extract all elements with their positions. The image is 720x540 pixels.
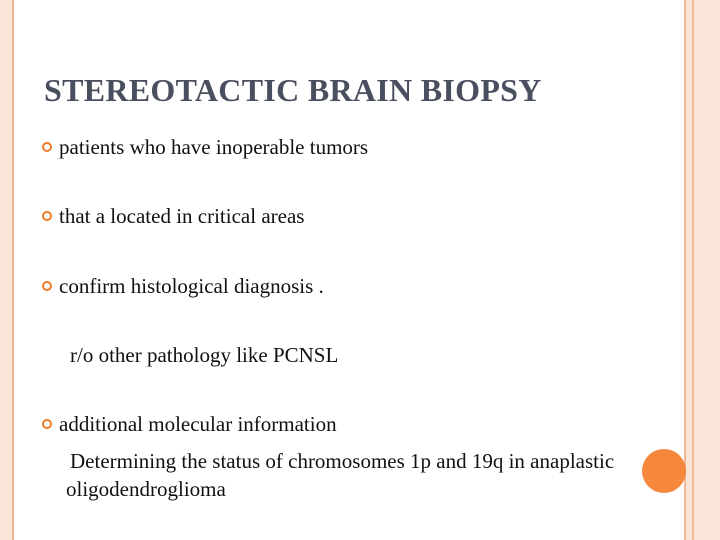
bullet-circle-icon (42, 142, 52, 152)
sub-note: r/o other pathology like PCNSL (70, 343, 339, 367)
bullet-circle-icon (42, 419, 52, 429)
bullet-item (42, 410, 337, 438)
bullet-text: patients who have inoperable tumors (59, 135, 369, 159)
left-decorative-band (0, 0, 12, 540)
bullet-circle-icon (42, 281, 52, 291)
bullet-text: confirm histological diagnosis . (59, 274, 324, 298)
bullet-item (42, 272, 324, 300)
bullet-text: additional molecular information (59, 412, 337, 436)
left-decorative-line (12, 0, 14, 540)
bullet-circle-icon (42, 211, 52, 221)
decorative-orange-circle (642, 449, 686, 493)
bullet-item (42, 133, 368, 161)
right-decorative-band (694, 0, 720, 540)
bullet-item (42, 202, 304, 230)
bullet-text: that a located in critical areas (59, 204, 305, 228)
sub-note: Determining the status of chromosomes 1p and 19q in anaplastic oligodendroglioma (66, 449, 615, 501)
slide-title: STEREOTACTIC BRAIN BIOPSY (44, 72, 542, 108)
